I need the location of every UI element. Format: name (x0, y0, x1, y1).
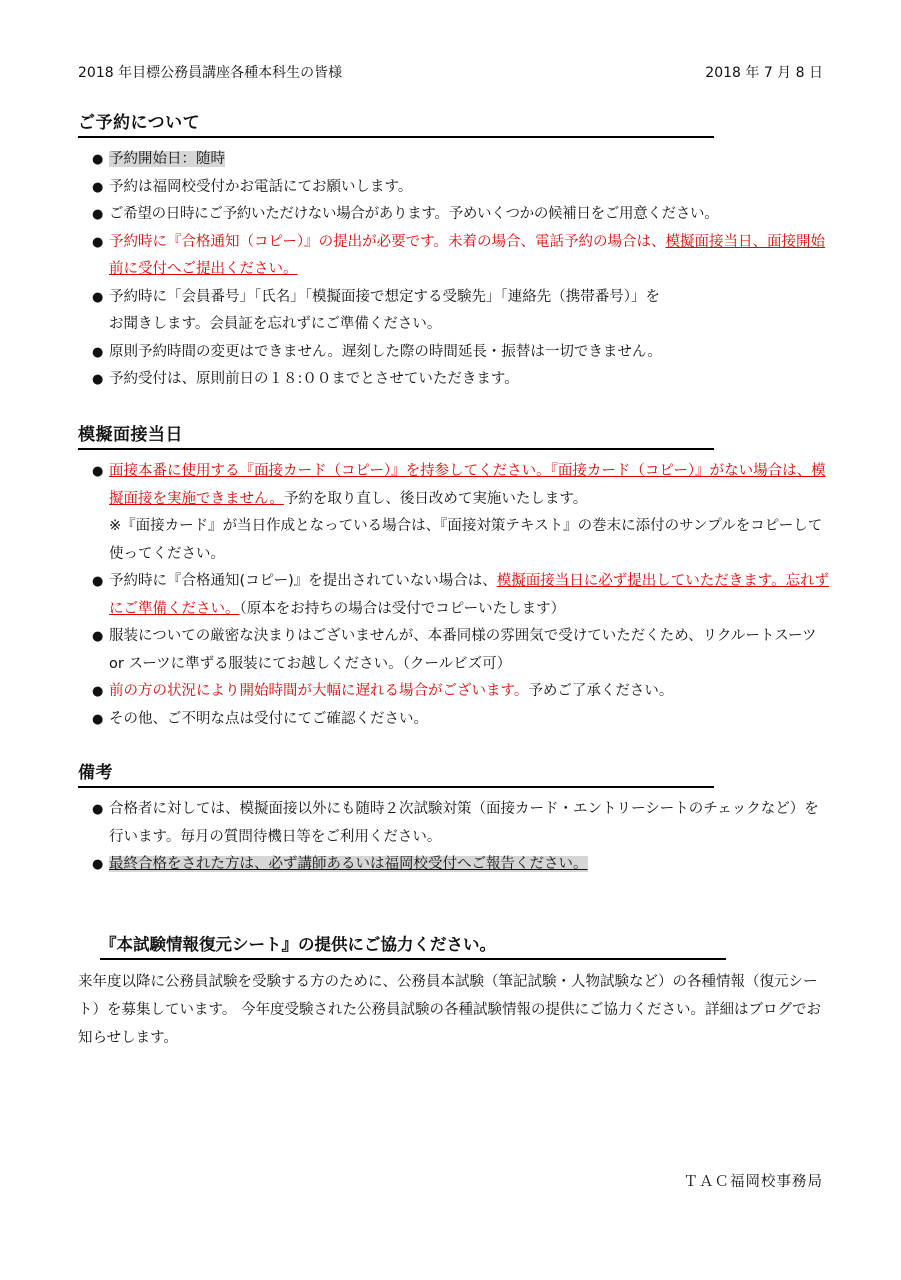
section-title-reservation: ご予約について (78, 108, 714, 138)
signature: ＴＡＣ福岡校事務局 (683, 1174, 823, 1190)
promo-title: 『本試験情報復元シート』の提供にご協力ください。 (100, 931, 726, 960)
list-item: ● 予約時に「会員番号」「氏名」「模擬面接で想定する受験先」「連絡先（携帯番号）」を お聞きします。会員証を忘れずにご準備ください。 (92, 284, 832, 339)
section-title-interview-day: 模擬面接当日 (78, 420, 714, 450)
list-item: ● その他、ご不明な点は受付にてご確認ください。 (92, 706, 832, 734)
remarks-list (92, 796, 832, 879)
addressee: 2018 年目標公務員講座各種本科生の皆様 (78, 65, 343, 81)
interview-day-list (92, 458, 832, 733)
section-title-remarks: 備考 (78, 758, 714, 788)
list-item: ● 予約は福岡校受付かお電話にてお願いします。 (92, 174, 832, 202)
list-item: ● 前の方の状況により開始時間が大幅に遅れる場合がございます。予めご了承ください。 (92, 678, 832, 706)
promo-body: 来年度以降に公務員試験を受験する方のために、公務員本試験（筆記試験・人物試験など）の各種情報（復元シート）を募集しています。 今年度受験された公務員試験の各種試験情報の提供にご協力ください。詳細はブログでお知らせします。 (78, 974, 821, 1046)
list-item: ● 原則予約時間の変更はできません。遅刻した際の時間延長・振替は一切できません。 (92, 339, 832, 367)
list-item: ● 面接本番に使用する『面接カード（コピー）』を持参してください。『面接カード（コピー）』がない場合は、模擬面接を実施できません。予約を取り直し、後日改めて実施いたします。 ※『面接カード』が当日作成となっている場合は、『面接対策テキスト』の巻末に添付のサンプルをコピーして使ってください。 (92, 458, 832, 568)
list-item: ● 合格者に対しては、模擬面接以外にも随時２次試験対策（面接カード・エントリーシートのチェックなど）を行います。毎月の質問待機日等をご利用ください。 (92, 796, 832, 851)
reservation-list (92, 146, 832, 394)
list-item: ● ご希望の日時にご予約いただけない場合があります。予めいくつかの候補日をご用意ください。 (92, 201, 832, 229)
date: 2018 年 7 月 8 日 (705, 65, 823, 81)
list-item: ● 予約開始日：随時 (92, 146, 832, 174)
list-item: ● 最終合格をされた方は、必ず講師あるいは福岡校受付へご報告ください。 (92, 851, 832, 879)
list-item: ● 予約時に『合格通知（コピー）』の提出が必要です。未着の場合、電話予約の場合は、模擬面接当日、面接開始前に受付へご提出ください。 (92, 229, 832, 284)
list-item: ● 予約時に『合格通知(コピー)』を提出されていない場合は、模擬面接当日に必ず提出していただきます。忘れずにご準備ください。（原本をお持ちの場合は受付でコピーいたします） (92, 568, 832, 623)
list-item: ● 予約受付は、原則前日の１８:００までとさせていただきます。 (92, 366, 832, 394)
list-item: ● 服装についての厳密な決まりはございませんが、本番同様の雰囲気で受けていただくため、リクルートスーツ or スーツに準ずる服装にてお越しください。（クールビズ可） (92, 623, 832, 678)
